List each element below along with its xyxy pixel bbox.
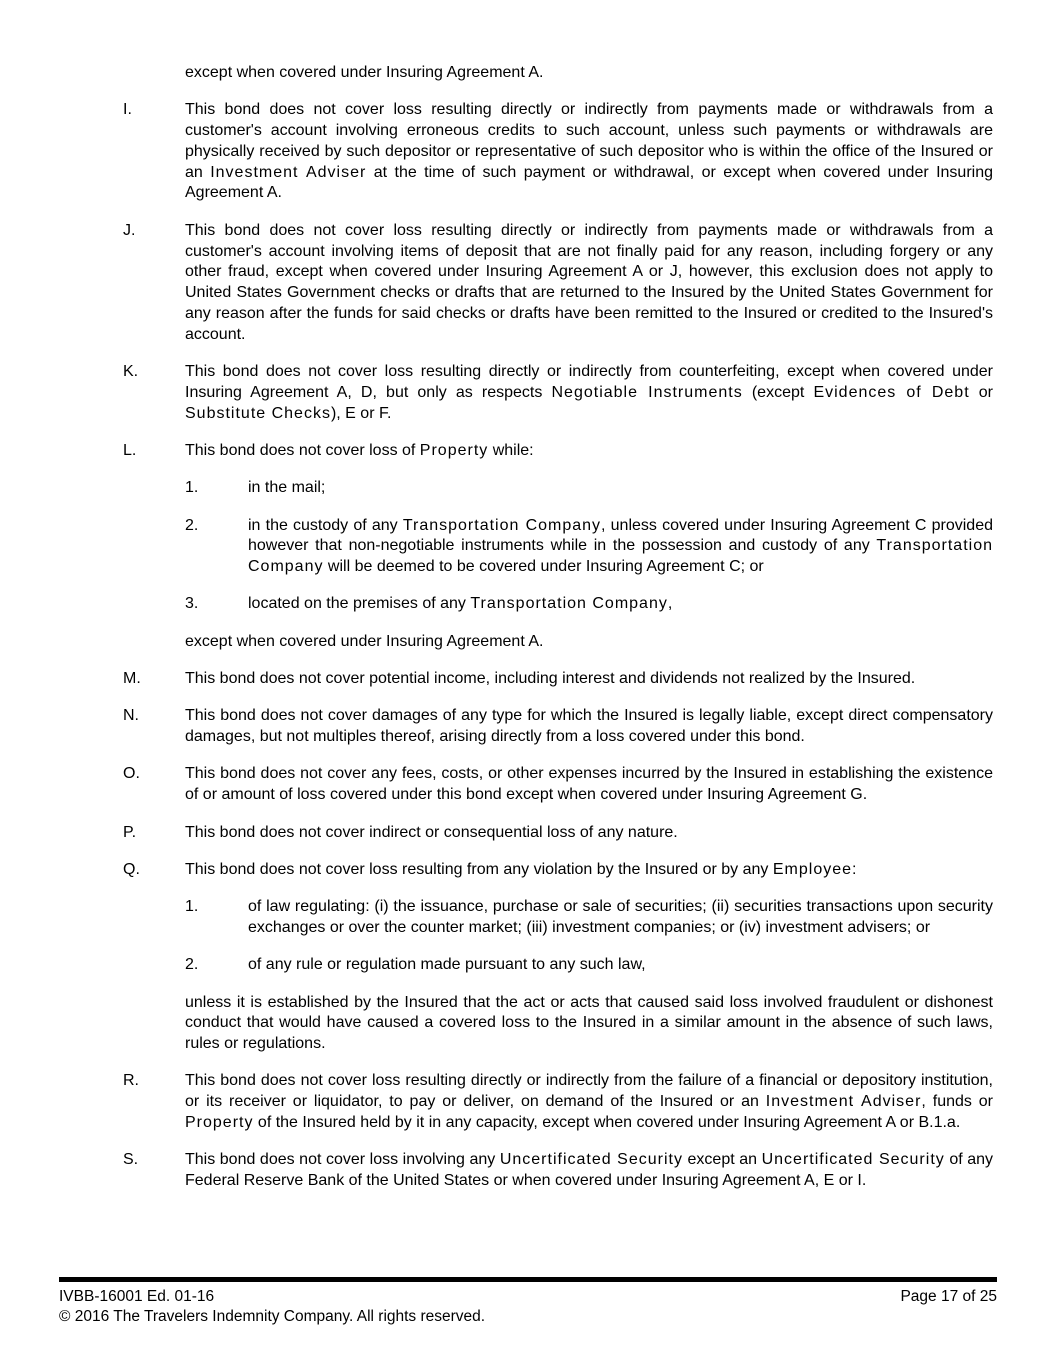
exclusion-item-J <box>123 221 993 362</box>
sub-item <box>185 955 993 992</box>
sub-item-text: in the custody of any Transportation Company, unless covered under Insuring Agreement C provided however that non-negotiable instruments while in the possession and custody of any Transportation Company will be deemed to be covered under Insuring Agreement C; or <box>248 516 994 576</box>
exclusion-item-O <box>123 764 993 822</box>
item-letter: L. <box>123 441 137 459</box>
item-paragraph: This bond does not cover potential income, including interest and dividends not realized by the Insured. <box>185 670 916 688</box>
item-letter: N. <box>123 707 139 725</box>
exclusion-item-K <box>123 362 993 441</box>
page-footer <box>59 1277 997 1327</box>
sub-item-text: of any rule or regulation made pursuant to any such law, <box>248 956 646 974</box>
exclusion-item-Q <box>123 860 993 1072</box>
item-letter: S. <box>123 1151 139 1169</box>
item-paragraph: This bond does not cover indirect or consequential loss of any nature. <box>185 823 678 841</box>
sub-item <box>185 897 993 955</box>
sub-item <box>185 478 993 515</box>
sub-item-number: 2. <box>185 956 199 974</box>
item-letter: J. <box>123 221 136 239</box>
sub-item <box>185 516 993 595</box>
item-letter: R. <box>123 1072 139 1090</box>
item-letter: K. <box>123 363 139 381</box>
item-paragraph: This bond does not cover loss involving any Uncertificated Security except an Uncertificated Security of any Federal Reserve Bank of the United States or when covered under Insuring Agreement A, E or I. <box>185 1151 994 1190</box>
item-letter: I. <box>123 101 132 119</box>
item-letter: Q. <box>123 860 140 878</box>
document-body <box>123 63 993 1208</box>
sub-item-text: located on the premises of any Transportation Company, <box>248 595 673 613</box>
sub-item-number: 1. <box>185 898 199 916</box>
sub-item <box>185 594 993 631</box>
item-paragraph: This bond does not cover loss resulting directly or indirectly from payments made or withdrawals from a customer's account involving erroneous credits to such account, unless such payments or withdrawals are physically received by such depositor or representative of such depositor who is within the office of the Insured or an Investment Adviser at the time of such payment or withdrawal, or except when covered under Insuring Agreement A. <box>185 101 993 202</box>
item-letter: P. <box>123 823 137 841</box>
sub-item-text: in the mail; <box>248 479 326 497</box>
sub-item-number: 3. <box>185 595 199 613</box>
item-paragraph: This bond does not cover loss resulting from any violation by the Insured or by any Employee: <box>185 860 857 878</box>
exclusion-item-M <box>123 669 993 706</box>
item-paragraph: This bond does not cover loss of Property while: <box>185 441 534 459</box>
footer-page-number: Page 17 of 25 <box>900 1288 997 1305</box>
intro-continuation-paragraph: except when covered under Insuring Agreement A. <box>185 64 544 81</box>
item-paragraph: This bond does not cover any fees, costs, or other expenses incurred by the Insured in establishing the existence of or amount of loss covered under this bond except when covered under Insuring Agreement G. <box>185 765 993 804</box>
exclusion-item-N <box>123 706 993 764</box>
exclusion-item-I <box>123 100 993 220</box>
item-continuation-paragraph: unless it is established by the Insured that the act or acts that caused said loss involved fraudulent or dishonest conduct that would have caused a covered loss to the Insured in a similar amount in the absence of such laws, rules or regulations. <box>185 993 993 1053</box>
item-paragraph: This bond does not cover loss resulting directly or indirectly from the failure of a financial or depository institution, or its receiver or liquidator, to pay or deliver, on demand of the Insured or an Investment Adviser, funds or Property of the Insured held by it in any capacity, except when covered under Insuring Agreement A or B.1.a. <box>185 1072 994 1131</box>
item-paragraph: This bond does not cover damages of any type for which the Insured is legally liable, except direct compensatory damages, but not multiples thereof, arising directly from a loss covered under this bond. <box>185 707 993 746</box>
exclusion-item-R <box>123 1071 993 1150</box>
sub-item-number: 2. <box>185 516 199 534</box>
exclusion-item-S <box>123 1150 993 1208</box>
exclusion-item-L <box>123 441 993 669</box>
exclusion-item-P <box>123 823 993 860</box>
item-letter: M. <box>123 670 141 688</box>
item-letter: O. <box>123 765 140 783</box>
footer-copyright: © 2016 The Travelers Indemnity Company. All rights reserved. <box>59 1308 486 1325</box>
footer-divider-rule <box>59 1277 997 1282</box>
item-paragraph: This bond does not cover loss resulting directly or indirectly from payments made or withdrawals from a customer's account involving items of deposit that are not finally paid for any reason, including forgery or any other fraud, except when covered under Insuring Agreement A or J, however, this exclusion does not apply to United States Government checks or drafts that are returned to the Insured by the United States Government for any reason after the funds for said checks or drafts have been remitted to the Insured or credited to the Insured's account. <box>185 221 993 343</box>
item-continuation-paragraph: except when covered under Insuring Agreement A. <box>185 632 544 650</box>
item-paragraph: This bond does not cover loss resulting directly or indirectly from counterfeiting, except when covered under Insuring Agreement A, D, but only as respects Negotiable Instruments (except Evidences of Debt or Substitute Checks), E or F. <box>185 363 994 422</box>
sub-item-text: of law regulating: (i) the issuance, purchase or sale of securities; (ii) securities transactions upon security exchanges or over the counter market; (iii) investment companies; or (iv) investment advisers; or <box>248 898 993 936</box>
sub-item-number: 1. <box>185 479 199 497</box>
footer-form-number: IVBB-16001 Ed. 01-16 <box>59 1288 215 1305</box>
